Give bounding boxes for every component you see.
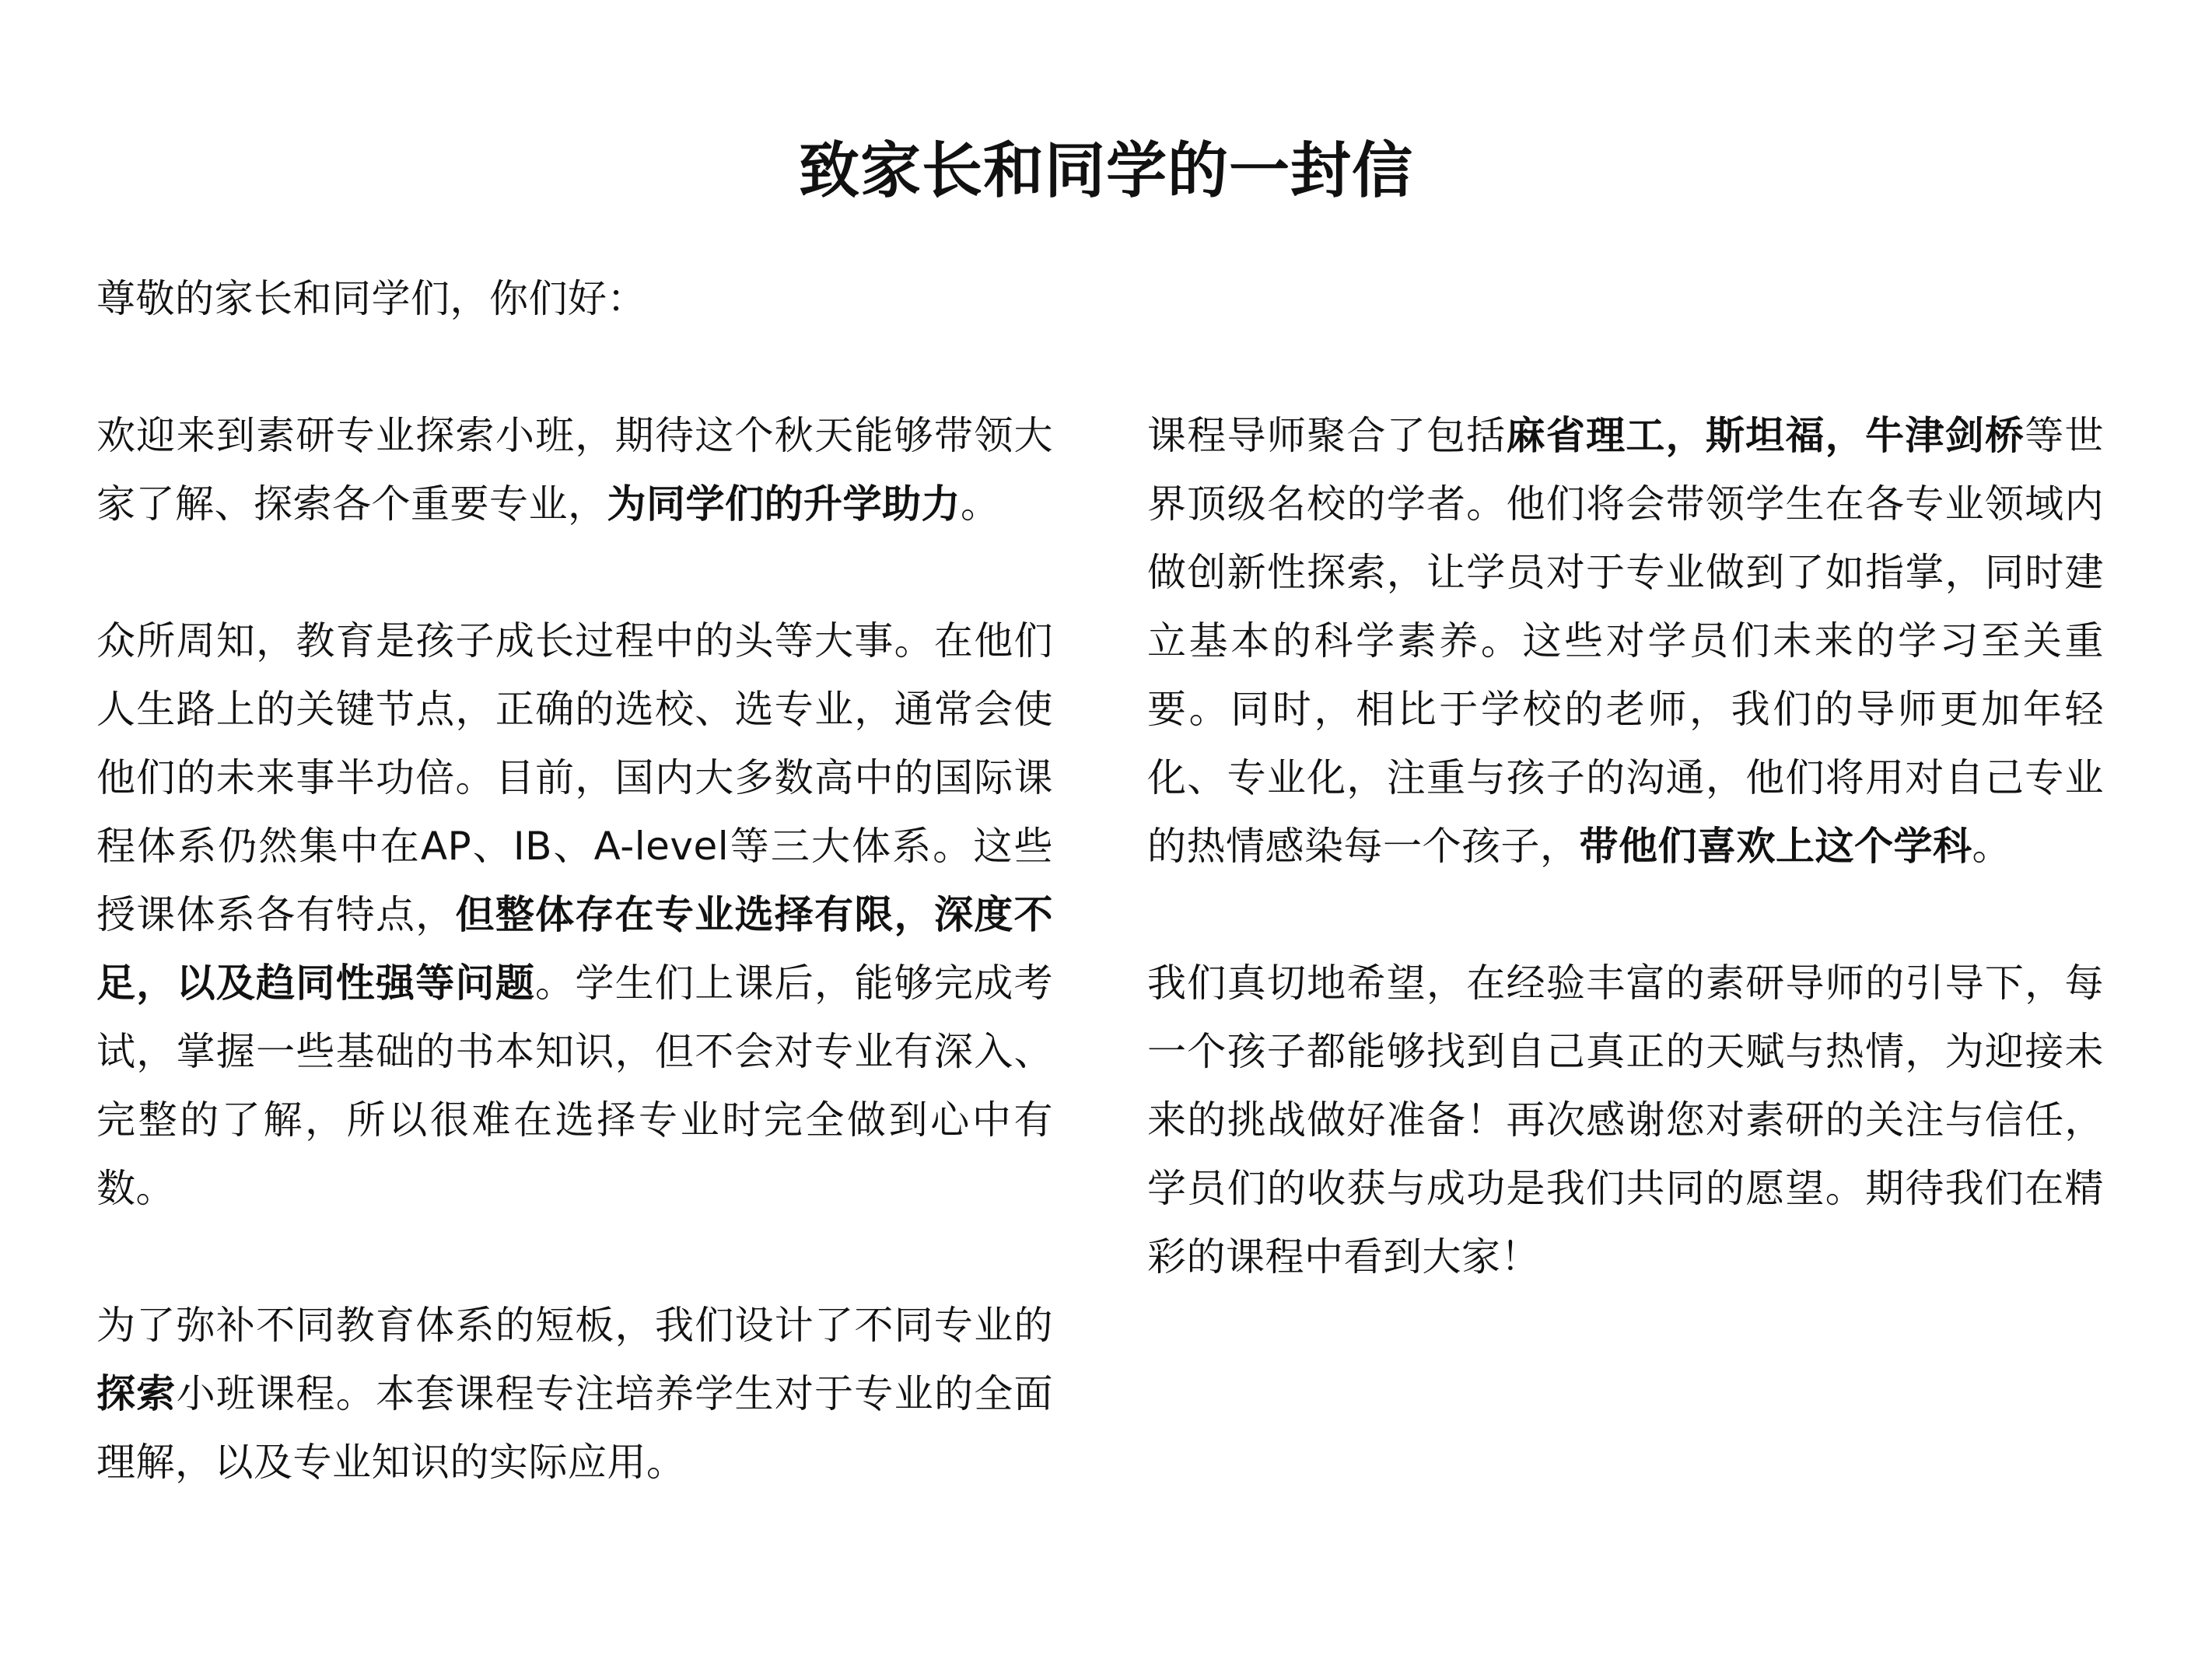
left-column: [96, 264, 1053, 1496]
paragraph-gap: [96, 333, 1053, 401]
tutors-schools: 麻省理工，斯坦福，牛津剑桥: [1506, 413, 2025, 458]
paragraph-tutors: [1147, 401, 2104, 880]
welcome-text: 欢迎来到素研专业探索小班，期待这个秋天能够带领大家了解、探索各个重要专业，: [96, 413, 1053, 527]
welcome-highlight: 为同学们的升学助力: [607, 481, 961, 527]
paragraph-welcome: [96, 401, 1053, 538]
tutors-highlight: 带他们喜欢上这个学科: [1579, 824, 1972, 869]
paragraph-gap: [96, 538, 1053, 607]
paragraph-course: [96, 1291, 1053, 1496]
paragraph-closing: 我们真切地希望，在经验丰富的素研导师的引导下，每一个孩子都能够找到自己真正的天赋与热情，为迎接未来的挑战做好准备！再次感谢您对素研的关注与信任，学员们的收获与成功是我们共同的愿望。期待我们在精彩的课程中看到大家！: [1147, 961, 2104, 1279]
education-text: 众所周知，教育是孩子成长过程中的头等大事。在他们人生路上的关键节点，正确的选校、选专业，通常会使他们的未来事半功倍。目前，国内大多数高中的国际课程体系仍然集中在AP、IB、A-level等三大体系。这些授课体系各有特点，: [96, 618, 1053, 937]
letter-title: 致家长和同学的一封信: [798, 136, 1413, 206]
course-text: 为了弥补不同教育体系的短板，我们设计了不同专业的: [96, 1303, 1053, 1348]
education-end: 。学生们上课后，能够完成考试，掌握一些基础的书本知识，但不会对专业有深入、完整的了解，所以很难在选择专业时完全做到心中有数。: [96, 961, 1054, 1211]
course-highlight: 探索: [96, 1371, 177, 1416]
tutors-text: 课程导师聚合了包括: [1147, 413, 1507, 458]
paragraph-gap: [1147, 880, 2104, 949]
tutors-end: 。: [1972, 824, 2011, 869]
course-end: 小班课程。本套课程专注培养学生对于专业的全面理解，以及专业知识的实际应用。: [96, 1371, 1054, 1485]
greeting: 尊敬的家长和同学们，你们好：: [96, 276, 646, 321]
tutors-body: 等世界顶级名校的学者。他们将会带领学生在各专业领域内做创新性探索，让学员对于专业做到了如指掌，同时建立基本的科学素养。这些对学员们未来的学习至关重要。同时，相比于学校的老师，我们的导师更加年轻化、专业化，注重与孩子的沟通，他们将用对自己专业的热情感染每一个孩子，: [1147, 413, 2105, 869]
education-highlight: 但整体存在专业选择有限，深度不足，以及趋同性强等问题: [96, 892, 1054, 1006]
paragraph-gap: [96, 1223, 1053, 1291]
paragraph-education: [96, 607, 1053, 1223]
welcome-end: 。: [961, 481, 1000, 527]
right-column: [1147, 401, 2104, 1291]
